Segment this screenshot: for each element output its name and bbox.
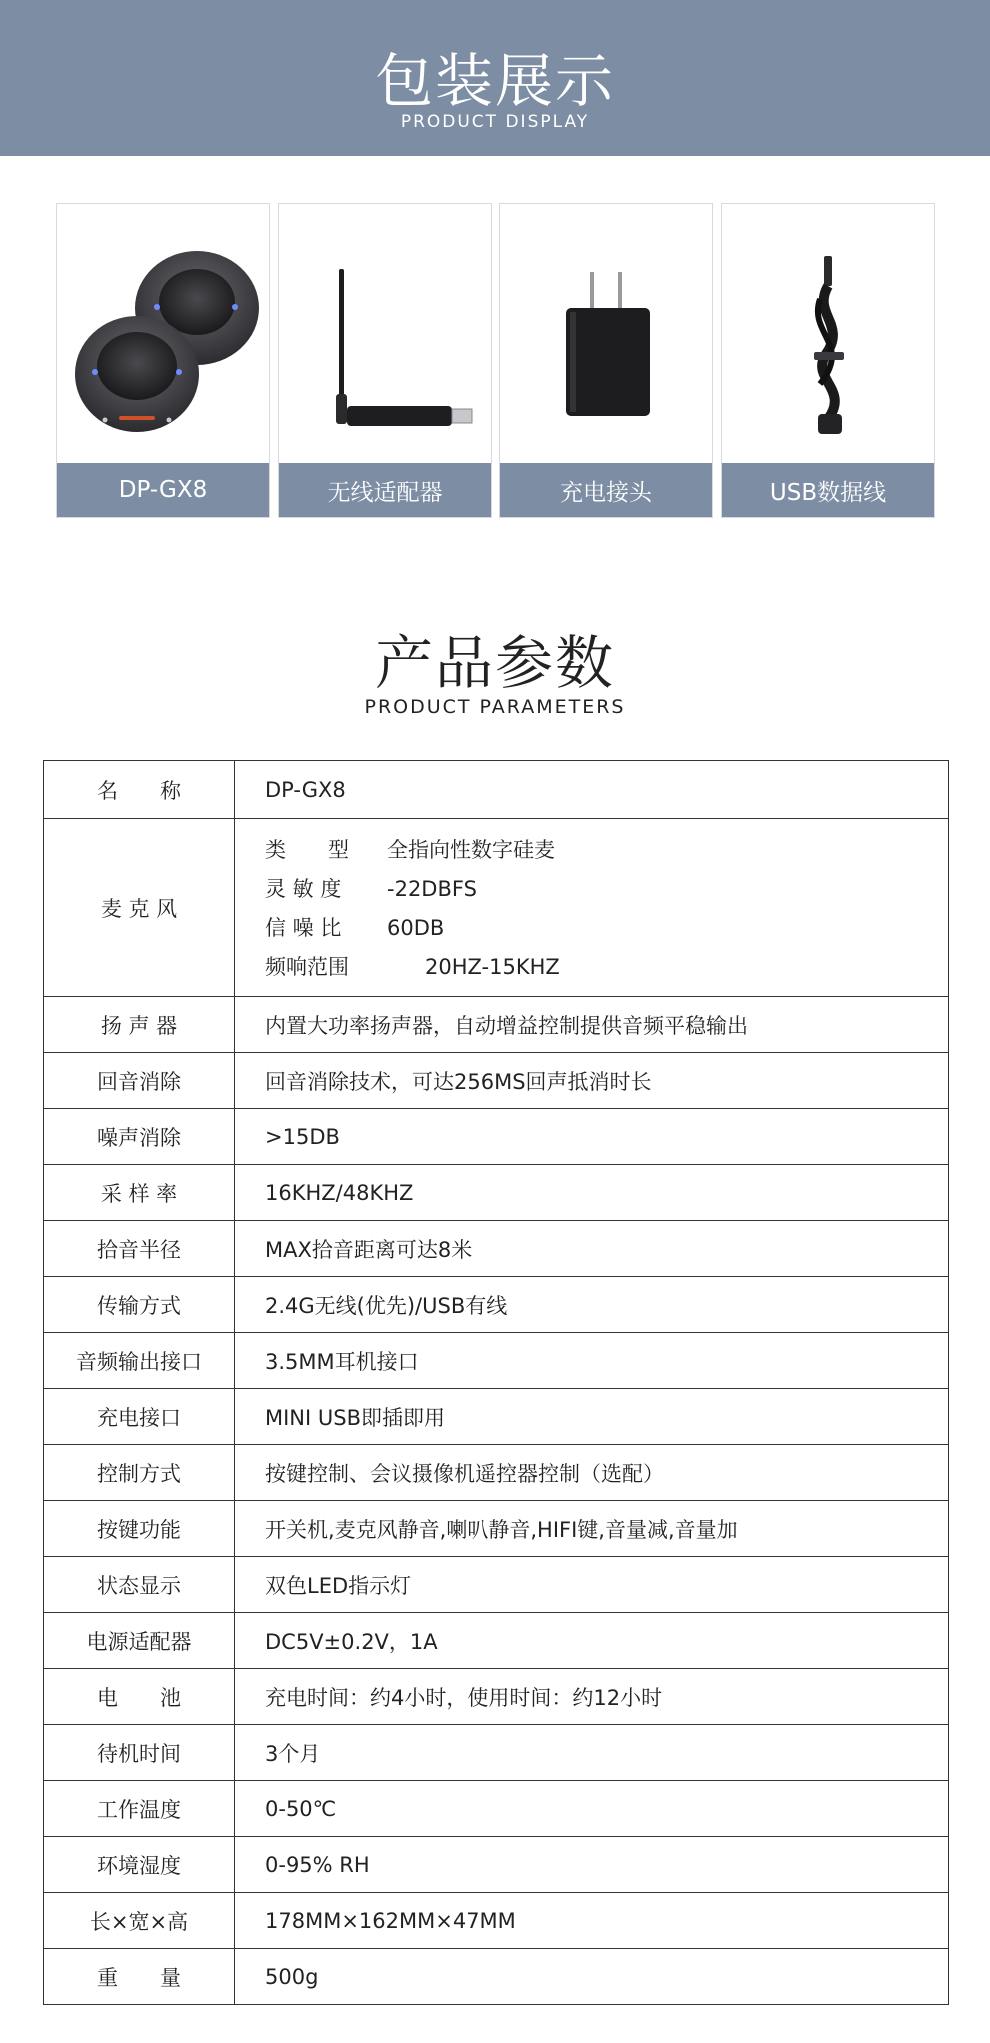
package-card-label: DP-GX8 <box>57 463 269 517</box>
spec-value: 3个月 <box>235 1725 949 1781</box>
spec-key: 重 量 <box>44 1949 235 2005</box>
package-card-usb-cable <box>721 203 935 518</box>
spec-value: 0-95% RH <box>235 1837 949 1893</box>
spec-key: 长×宽×高 <box>44 1893 235 1949</box>
mic-spec-line <box>265 870 948 909</box>
package-card-adapter <box>278 203 492 518</box>
spec-value-mic <box>235 819 949 997</box>
table-row <box>44 1781 949 1837</box>
table-row <box>44 1165 949 1221</box>
spec-key: 采 样 率 <box>44 1165 235 1221</box>
mic-spec-line <box>265 909 948 948</box>
table-row <box>44 1445 949 1501</box>
table-row <box>44 1333 949 1389</box>
spec-value: 双色LED指示灯 <box>235 1557 949 1613</box>
table-row <box>44 1501 949 1557</box>
usb-cable-image <box>722 204 934 463</box>
mic-spec-value: -22DBFS <box>387 877 477 901</box>
spec-key: 电源适配器 <box>44 1613 235 1669</box>
table-row <box>44 1277 949 1333</box>
spec-table <box>43 760 949 2005</box>
package-card-label: 无线适配器 <box>279 463 491 517</box>
spec-value: MAX拾音距离可达8米 <box>235 1221 949 1277</box>
mic-spec-value: 60DB <box>387 916 445 940</box>
spec-key: 按键功能 <box>44 1501 235 1557</box>
banner-title: 包装展示 <box>374 47 615 115</box>
spec-value: 按键控制、会议摄像机遥控器控制（选配） <box>235 1445 949 1501</box>
spec-value: DC5V±0.2V，1A <box>235 1613 949 1669</box>
table-row <box>44 1669 949 1725</box>
spec-key: 电 池 <box>44 1669 235 1725</box>
params-subtitle: PRODUCT PARAMETERS <box>364 696 626 718</box>
spec-value: 178MM×162MM×47MM <box>235 1893 949 1949</box>
table-row <box>44 1389 949 1445</box>
package-card-speakerphone <box>56 203 270 518</box>
package-card-label: 充电接头 <box>500 463 712 517</box>
spec-key: 控制方式 <box>44 1445 235 1501</box>
table-row <box>44 761 949 819</box>
table-row <box>44 1725 949 1781</box>
mic-spec-key: 类 型 <box>265 838 349 862</box>
mic-spec-key: 信 噪 比 <box>265 916 342 940</box>
spec-key: 名 称 <box>44 761 235 819</box>
mic-spec-line <box>265 831 948 870</box>
package-contents <box>56 203 936 518</box>
table-row <box>44 997 949 1053</box>
mic-spec-key: 灵 敏 度 <box>265 877 342 901</box>
spec-key: 噪声消除 <box>44 1109 235 1165</box>
spec-key: 充电接口 <box>44 1389 235 1445</box>
package-card-label: USB数据线 <box>722 463 934 517</box>
wireless-adapter-image <box>279 204 491 463</box>
table-row <box>44 1949 949 2005</box>
spec-key: 回音消除 <box>44 1053 235 1109</box>
spec-key: 环境湿度 <box>44 1837 235 1893</box>
spec-value: 16KHZ/48KHZ <box>235 1165 949 1221</box>
spec-value: 500g <box>235 1949 949 2005</box>
spec-value: 3.5MM耳机接口 <box>235 1333 949 1389</box>
params-title: 产品参数 <box>374 629 615 697</box>
spec-value: 充电时间：约4小时，使用时间：约12小时 <box>235 1669 949 1725</box>
spec-key: 扬 声 器 <box>44 997 235 1053</box>
spec-key: 传输方式 <box>44 1277 235 1333</box>
spec-value: 内置大功率扬声器，自动增益控制提供音频平稳输出 <box>235 997 949 1053</box>
spec-value: 2.4G无线(优先)/USB有线 <box>235 1277 949 1333</box>
mic-spec-value: 20HZ-15KHZ <box>425 955 560 979</box>
spec-key: 工作温度 <box>44 1781 235 1837</box>
table-row <box>44 1557 949 1613</box>
spec-value: 0-50℃ <box>235 1781 949 1837</box>
mic-spec-value: 全指向性数字硅麦 <box>387 838 555 862</box>
table-row <box>44 1053 949 1109</box>
spec-value: 回音消除技术，可达256MS回声抵消时长 <box>235 1053 949 1109</box>
banner-subtitle: PRODUCT DISPLAY <box>400 112 590 132</box>
table-row <box>44 1221 949 1277</box>
spec-value: 开关机,麦克风静音,喇叭静音,HIFI键,音量减,音量加 <box>235 1501 949 1557</box>
package-card-charger <box>499 203 713 518</box>
spec-value: MINI USB即插即用 <box>235 1389 949 1445</box>
spec-key: 状态显示 <box>44 1557 235 1613</box>
spec-key: 麦 克 风 <box>44 819 235 997</box>
spec-key: 拾音半径 <box>44 1221 235 1277</box>
spec-key: 音频输出接口 <box>44 1333 235 1389</box>
mic-spec-key: 频响范围 <box>265 955 349 979</box>
spec-key: 待机时间 <box>44 1725 235 1781</box>
mic-spec-line <box>265 948 948 987</box>
package-display-banner <box>0 0 990 156</box>
table-row <box>44 1109 949 1165</box>
table-row <box>44 1613 949 1669</box>
spec-value: DP-GX8 <box>235 761 949 819</box>
table-row <box>44 819 949 997</box>
spec-value: >15DB <box>235 1109 949 1165</box>
charger-image <box>500 204 712 463</box>
table-row <box>44 1837 949 1893</box>
speakerphone-image <box>57 204 269 463</box>
table-row <box>44 1893 949 1949</box>
